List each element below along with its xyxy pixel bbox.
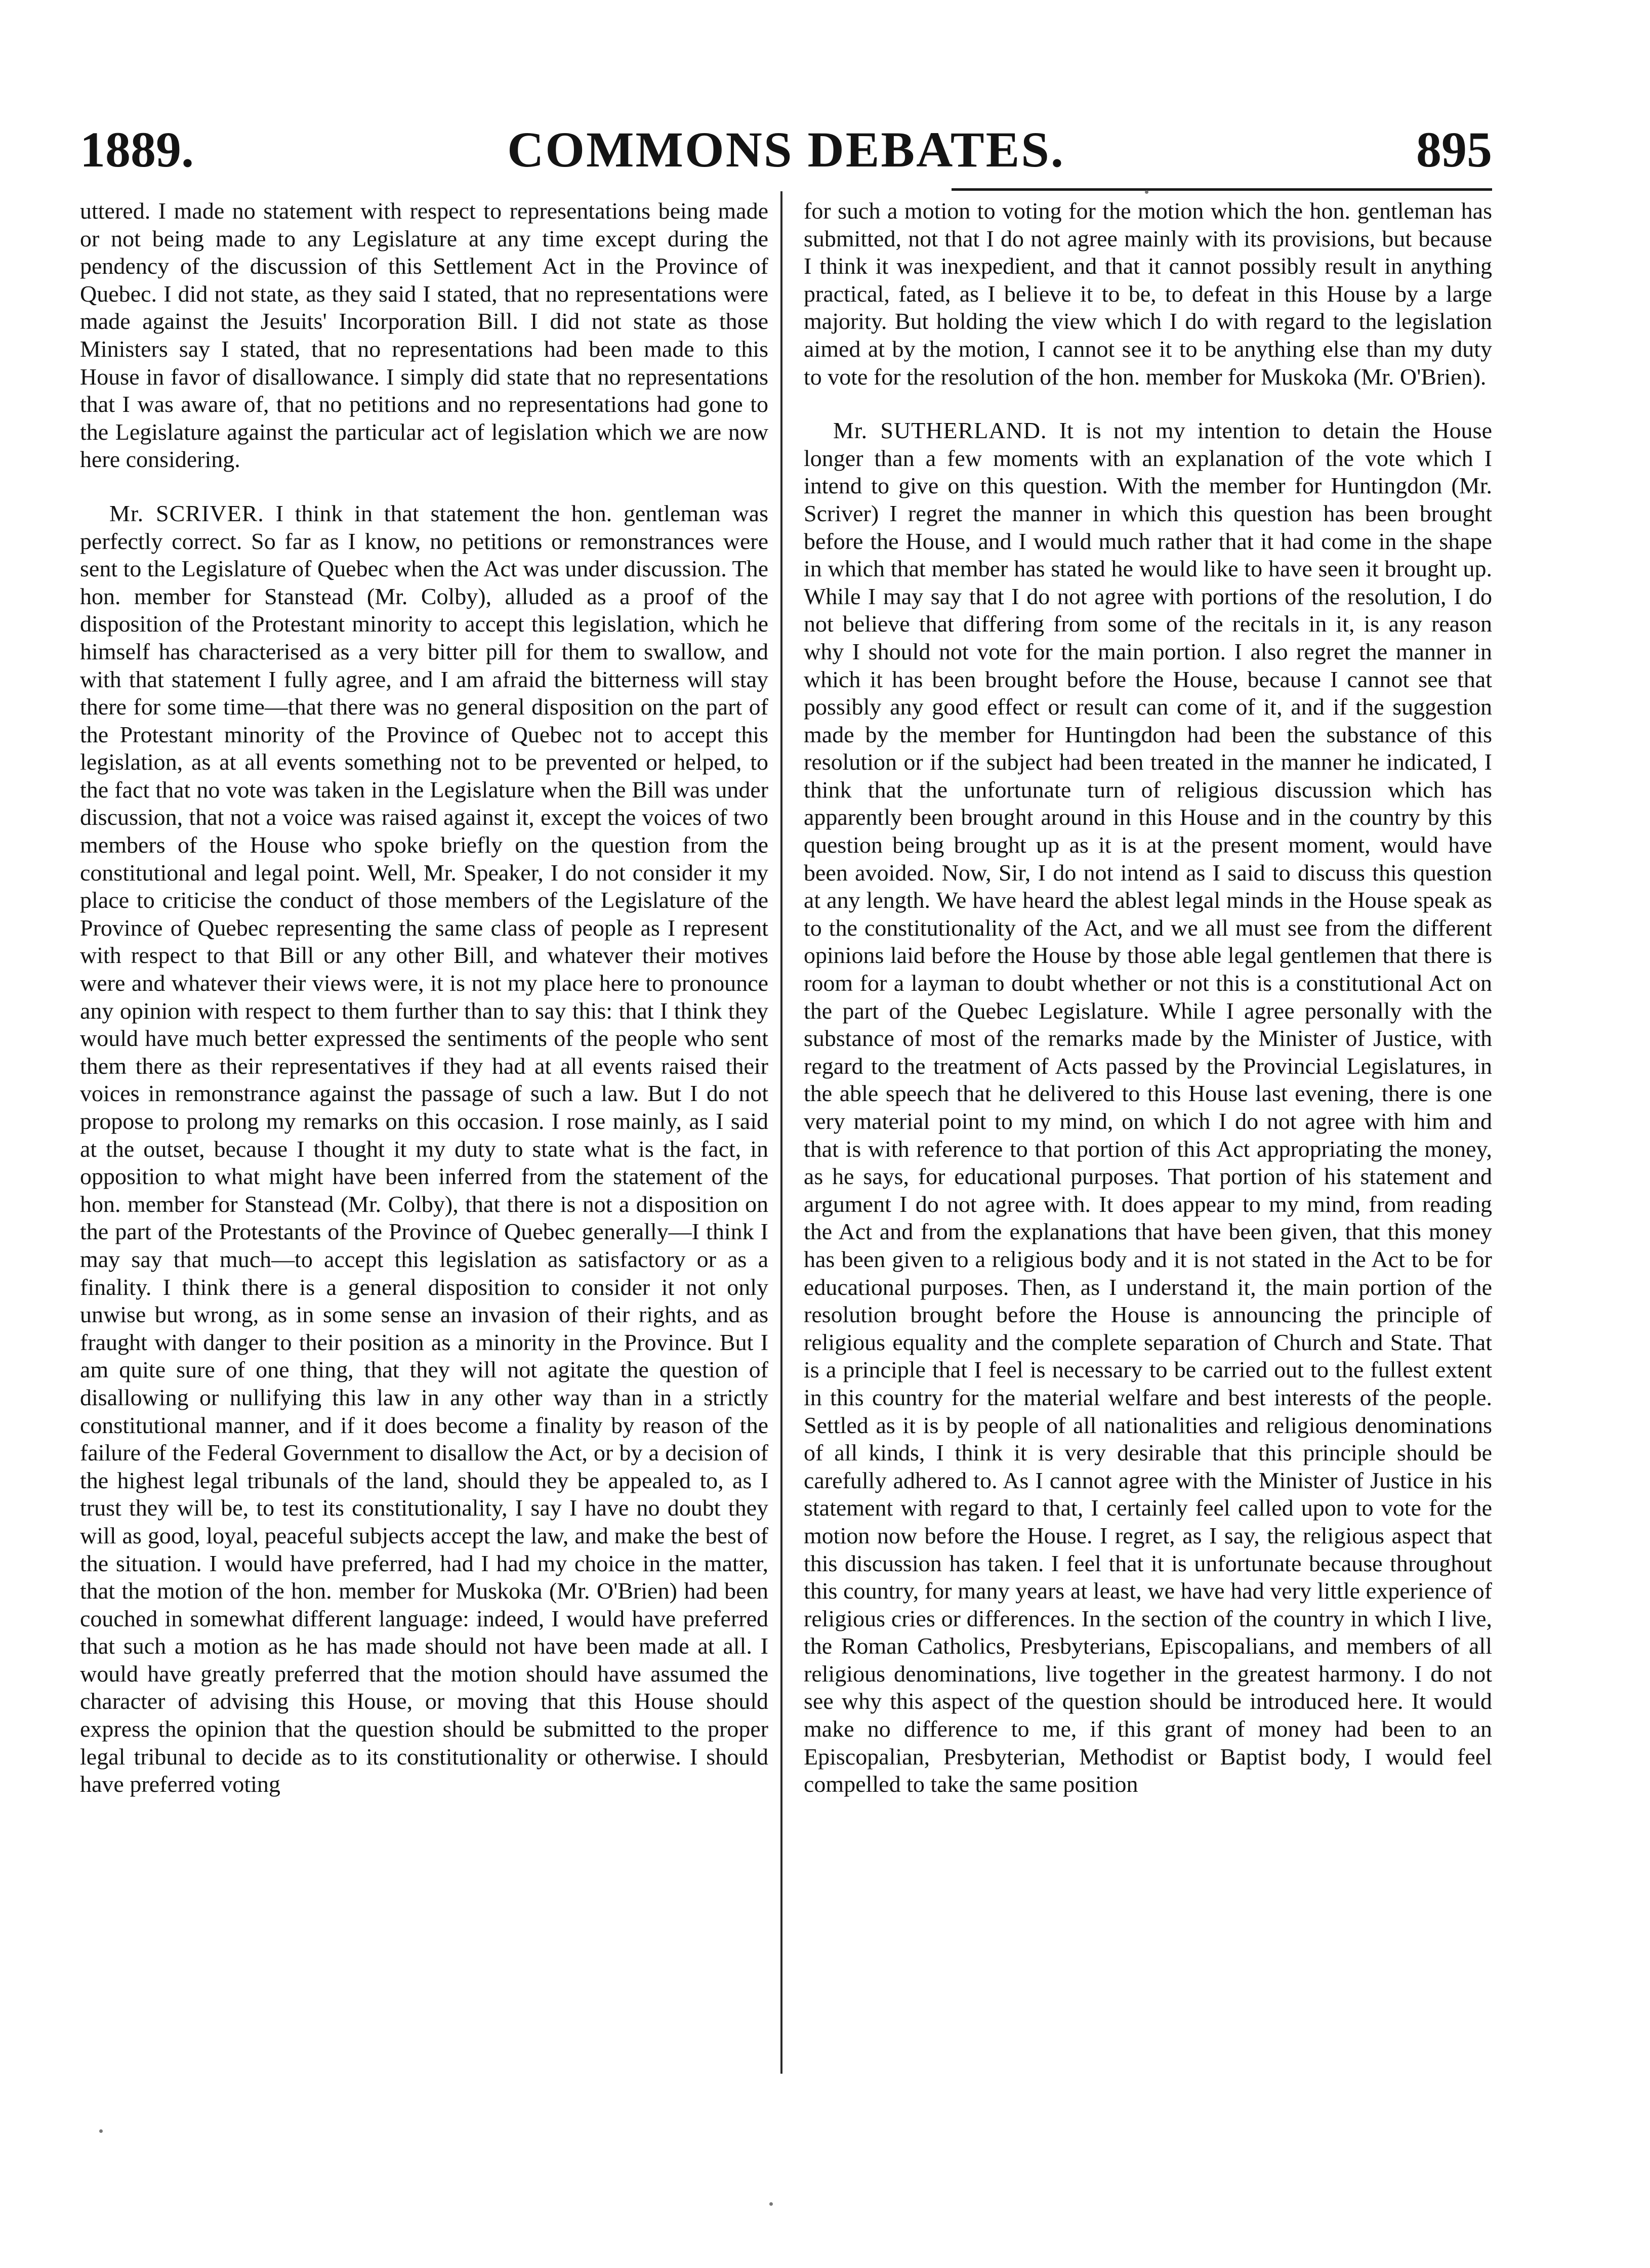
header-title: COMMONS DEBATES. (507, 121, 1065, 178)
print-speck (99, 2129, 103, 2133)
running-head (80, 119, 1492, 185)
header-rule (952, 188, 1492, 191)
header-page-number: 895 (1416, 121, 1492, 178)
left-paragraph-continued: uttered. I made no statement with respect to representations being made or not being made to any Legislature at any time except during the pendency of the discussion of this Settlement Act in the Province of Quebec. I did not state, as they said I stated, that no representations were made against the Jesuits' Incorporation Bill. I did not state as those Ministers say I stated, that no representations had been made to this House in favor of disallowance. I simply did state that no representations that I was aware of, that no petitions and no representations had gone to the Legislature against the particular act of legislation which we are now here considering. (80, 198, 768, 473)
speaker-name: Mr. SCRIVER. (109, 500, 264, 526)
print-speck (769, 2202, 773, 2206)
speech-text: I think in that statement the hon. gentleman was perfectly correct. So far as I know, no petitions or remonstrances were sent to the Legislature of Quebec when the Act was under discussion. The hon. member for Stanstead (Mr. Colby), alluded as a proof of the disposition of the Protestant minority to accept this legislation, which he himself has characterised as a very bitter pill for them to swallow, and with that statement I fully agree, and I am afraid the bitterness will stay there for some time—that there was no general disposition on the part of the Protestant minority of the Province of Quebec not to accept this legislation, as at all events something not to be prevented or helped, to the fact that no vote was taken in the Legislature when the Bill was under discussion, that not a voice was raised against it, except the voices of two members of the House who spoke briefly on the question from the constitutional and legal point. Well, Mr. Speaker, I do not consider it my place to criticise the conduct of those members of the Legislature of the Province of Quebec representing the same class of people as I represent with respect to that Bill or any other Bill, and whatever their motives were and whatever their views were, it is not my place here to pronounce any opinion with respect to them further than to say this: that I think they would have much better expressed the sentiments of the people who sent them there as their representatives if they had at all events raised their voices in remonstrance against the passage of such a law. But I do not propose to prolong my remarks on this occasion. I rose mainly, as I said at the outset, because I thought it my duty to state what is the fact, in opposition to what might have been inferred from the statement of the hon. member for Stanstead (Mr. Colby), that there is not a disposition on the part of the Protestants of the Province of Quebec generally—I think I may say that much—to accept this legislation as satisfactory or as a finality. I think there is a general disposition to consider it not only unwise but wrong, as in some sense an invasion of their rights, and as fraught with danger to their position as a minority in the Province. But I am quite sure of one thing, that they will not agitate the question of disallowing or nullifying this law in any other way than in a strictly constitutional manner, and if it does become a finality by reason of the failure of the Federal Government to disallow the Act, or by a decision of the highest legal tribunals of the land, should they be appealed to, as I trust they will be, to test its constitutionality, I say I have no doubt they will as good, loyal, peaceful subjects accept the law, and make the best of the situation. I would have preferred, had I had my choice in the matter, that the motion of the hon. member for Muskoka (Mr. O'Brien) had been couched in somewhat different language: indeed, I would have preferred that such a motion as he has made should not have been made at all. I would have greatly preferred that the motion should have assumed the character of advising this House, or moving that this House should express the opinion that the question should be submitted to the proper legal tribunal to decide as to its constitutionality or otherwise. I should have preferred voting (80, 500, 768, 1797)
left-column (80, 197, 768, 2075)
right-speech-sutherland (804, 417, 1492, 1798)
column-divider (780, 191, 782, 2074)
right-paragraph-continued: for such a motion to voting for the motion which the hon. gentleman has submitted, not that I do not agree mainly with its provisions, but because I think it was inexpedient, and that it cannot possibly result in anything practical, fated, as I believe it to be, to defeat in this House by a large majority. But holding the view which I do with regard to the legislation aimed at by the motion, I cannot see it to be anything else than my duty to vote for the resolution of the hon. member for Muskoka (Mr. O'Brien). (804, 198, 1492, 390)
left-speech-scriver (80, 500, 768, 1798)
print-speck (1145, 190, 1148, 194)
right-column (804, 197, 1492, 2075)
speech-text: It is not my intention to detain the House longer than a few moments with an explanation of the vote which I intend to give on this question. With the member for Huntingdon (Mr. Scriver) I regret the manner in which this question has been brought before the House, and I would much rather that it had come in the shape in which that member has stated he would like to have seen it brought up. While I may say that I do not agree with portions of the resolution, I do not believe that differing from some of the recitals in it, is any reason why I should not vote for the main portion. I also regret the manner in which it has been brought before the House, because I cannot see that possibly any good effect or result can come of it, and if the suggestion made by the member for Huntingdon had been the substance of this resolution or if the subject had been treated in the manner he indicated, I think that the unfortunate turn of religious discussion which has apparently been brought around in this House and in the country by this question being brought up as it is at the present moment, would have been avoided. Now, Sir, I do not intend as I said to discuss this question at any length. We have heard the ablest legal minds in the House speak as to the constitutionality of the Act, and we all must see from the different opinions laid before the House by those able legal gentlemen that there is room for a layman to doubt whether or not this is a constitutional Act on the part of the Quebec Legislature. While I agree personally with the substance of most of the remarks made by the Minister of Justice, with regard to the treatment of Acts passed by the Provincial Legislatures, in the able speech that he delivered to this House last evening, there is one very material point to my mind, on which I do not agree with him and that is with reference to that portion of this Act appropriating the money, as he says, for educational purposes. That portion of his statement and argument I do not agree with. It does appear to my mind, from reading the Act and from the explanations that have been given, that this money has been given to a religious body and it is not stated in the Act to be for educational purposes. Then, as I understand it, the main portion of the resolution brought before the House is announcing the principle of religious equality and the complete separation of Church and State. That is a principle that I feel is necessary to be carried out to the fullest extent in this country for the material welfare and best interests of the people. Settled as it is by people of all nationalities and religious denominations of all kinds, I think it is very desirable that this principle should be carefully adhered to. As I cannot agree with the Minister of Justice in his statement with regard to that, I certainly feel called upon to vote for the motion now before the House. I regret, as I say, the religious aspect that this discussion has taken. I feel that it is unfortunate because throughout this country, for many years at least, we have had very little experience of religious cries or differences. In the section of the country in which I live, the Roman Catholics, Presbyterians, Episcopalians, and members of all religious denominations, live together in the greatest harmony. I do not see why this aspect of the question should be introduced here. It would make no difference to me, if this grant of money had been to an Episcopalian, Presbyterian, Methodist or Baptist body, I would feel compelled to take the same position (804, 417, 1492, 1797)
speaker-name: Mr. SUTHERLAND. (833, 417, 1047, 444)
header-year: 1889. (80, 121, 194, 178)
